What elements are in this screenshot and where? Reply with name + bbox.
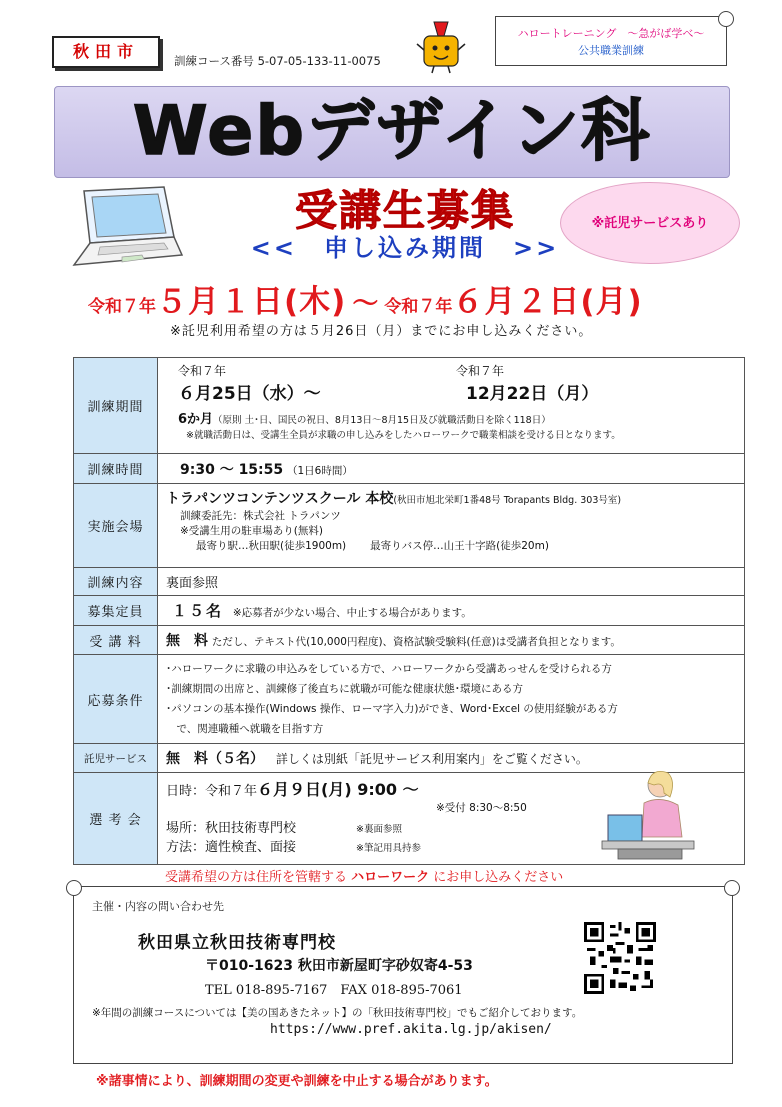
childcare-service-note: 詳しくは別紙「託児サービス利用案内」をご覧ください。 xyxy=(275,752,588,766)
row-label-period: 訓練期間 xyxy=(74,358,158,454)
table-row xyxy=(74,773,745,865)
table-row xyxy=(74,484,745,568)
selection-place: 場所：秋田技術専門校 xyxy=(166,821,297,836)
table-row xyxy=(74,655,745,744)
venue-bus: 最寄りバス停…山王十字路(徒歩20m) xyxy=(370,540,549,552)
capacity-cell xyxy=(158,596,745,626)
selection-method-note: ※筆記用具持参 xyxy=(356,843,421,854)
fee-cell xyxy=(158,626,745,655)
qr-code-icon xyxy=(580,922,660,994)
table-row xyxy=(74,358,745,454)
table-row xyxy=(74,454,745,484)
school-url[interactable]: https://www.pref.akita.lg.jp/akisen/ xyxy=(270,1022,552,1037)
conditions-cell xyxy=(158,655,745,744)
end-era: 令和７年 xyxy=(384,297,453,317)
fee-note: ただし、テキスト代(10,000円程度)、資格試験受験料(任意)は受講者負担となります。 xyxy=(211,636,621,648)
selection-place-note: ※裏面参照 xyxy=(356,824,402,835)
application-instruction xyxy=(165,866,563,885)
table-row xyxy=(74,626,745,655)
application-dates xyxy=(88,276,728,326)
person-at-computer-icon xyxy=(598,763,708,863)
period-start-date: ６月25日（水）～ xyxy=(178,384,321,404)
school-name: 秋田県立秋田技術専門校 xyxy=(138,933,336,953)
time-cell xyxy=(158,454,745,484)
venue-address: (秋田市旭北栄町1番48号 Torapants Bldg. 303号室) xyxy=(393,495,622,506)
childcare-value: 無 料（５名） xyxy=(166,751,264,767)
row-label-fee: 受 講 料 xyxy=(74,626,158,655)
end-date: ６月２日(月) xyxy=(452,284,643,320)
hello-training-scroll xyxy=(495,16,727,66)
application-period-label: << 申し込み期間 >> xyxy=(250,234,560,262)
selection-cell xyxy=(158,773,745,865)
row-label-capacity: 募集定員 xyxy=(74,596,158,626)
job-activity-note: ※就職活動日は、受講生全員が求職の申し込みをしたハローワークで職業相談を受ける日となります。 xyxy=(186,430,621,441)
row-label-content: 訓練内容 xyxy=(74,568,158,596)
period-months-note: （原則 土･日、国民の祝日、8月13日～8月15日及び就職活動日を除く118日） xyxy=(213,415,551,426)
venue-station: 最寄り駅…秋田駅(徒歩1900m) xyxy=(196,540,347,552)
scroll-curl-icon xyxy=(724,880,740,896)
table-row xyxy=(74,568,745,596)
condition-item: ･訓練期間の出席と、訓練修了後直ちに就職が可能な健康状態･環境にある方 xyxy=(166,683,523,695)
city-label: 秋田市 xyxy=(52,36,160,68)
content-value: 裏面参照 xyxy=(166,576,219,591)
request-pre: 受講希望の方は住所を管轄する xyxy=(165,870,352,885)
condition-item: ･ハローワークに求職の申込みをしている方で、ハローワークから受講あっせんを受けられる方 xyxy=(166,663,612,675)
row-label-time: 訓練時間 xyxy=(74,454,158,484)
table-row xyxy=(74,596,745,626)
content-cell xyxy=(158,568,745,596)
school-tel-fax: TEL 018-895-7167 FAX 018-895-7061 xyxy=(205,983,463,998)
school-address: 〒010-1623 秋田市新屋町字砂奴寄4-53 xyxy=(205,958,473,974)
course-number: 訓練コース番号 5-07-05-133-11-0075 xyxy=(174,54,381,68)
course-info-table xyxy=(73,357,745,865)
scroll-line-2: 公共職業訓練 xyxy=(578,44,644,57)
period-start-era: 令和７年 xyxy=(178,364,227,378)
contact-heading: 主催・内容の問い合わせ先 xyxy=(92,900,224,913)
scroll-curl-icon xyxy=(718,11,734,27)
recruit-title: 受講生募集 xyxy=(294,186,515,235)
venue-name: トラパンツコンテンツスクール 本校 xyxy=(166,491,394,507)
childcare-badge: ※託児サービスあり xyxy=(560,182,740,264)
period-end-date: 12月22日（月） xyxy=(466,384,599,404)
row-label-conditions: 応募条件 xyxy=(74,655,158,744)
selection-date-prefix: 日時：令和７年 xyxy=(166,784,258,799)
venue-parking: ※受講生用の駐車場あり(無料) xyxy=(180,525,323,537)
selection-date: ６月９日(月) 9:00 ～ xyxy=(257,780,419,799)
scroll-curl-icon xyxy=(66,880,82,896)
scroll-line-1: ハロートレーニング ～急がば学べ～ xyxy=(517,27,705,40)
capacity-value: １５名 xyxy=(172,602,224,620)
selection-method: 方法：適性検査、面接 xyxy=(166,840,297,855)
capacity-note: ※応募者が少ない場合、中止する場合があります。 xyxy=(232,607,472,619)
request-post: にお申し込みください xyxy=(429,870,564,885)
net-note: ※年間の訓練コースについては【美の国あきたネット】の「秋田技術専門校」でもご紹介しております。 xyxy=(92,1007,583,1019)
row-label-venue: 実施会場 xyxy=(74,484,158,568)
start-date: ５月１日(木) xyxy=(156,284,347,320)
venue-cell xyxy=(158,484,745,568)
training-time-note: （1日6時間） xyxy=(286,464,353,477)
period-end-era: 令和７年 xyxy=(456,364,505,378)
training-time: 9:30 ～ 15:55 xyxy=(180,461,284,478)
venue-contractor: 訓練委託先：株式会社 トラパンツ xyxy=(180,510,341,522)
condition-item: で、関連職種へ就職を目指す方 xyxy=(166,723,324,735)
selection-reception: ※受付 8:30～8:50 xyxy=(436,802,527,814)
period-cell xyxy=(158,358,745,454)
warning-note: ※諸事情により、訓練期間の変更や訓練を中止する場合があります。 xyxy=(96,1074,498,1089)
condition-item: ･パソコンの基本操作(Windows 操作、ローマ字入力)ができ、Word･Excel の使用経験がある方 xyxy=(166,703,618,715)
laptop-icon xyxy=(60,185,185,273)
period-months: 6か月 xyxy=(178,412,214,427)
hello-work-label: ハローワーク xyxy=(351,870,430,885)
date-tilde: ～ xyxy=(352,289,379,319)
childcare-note: ※託児利用希望の方は５月26日（月）までにお申し込みください。 xyxy=(170,324,593,339)
mascot-icon xyxy=(414,18,468,74)
row-label-childcare: 託児サービス xyxy=(74,744,158,773)
start-era: 令和７年 xyxy=(88,297,156,317)
course-title: Webデザイン科 xyxy=(132,92,652,171)
fee-value: 無 料 xyxy=(166,633,208,649)
row-label-selection: 選 考 会 xyxy=(74,773,158,865)
